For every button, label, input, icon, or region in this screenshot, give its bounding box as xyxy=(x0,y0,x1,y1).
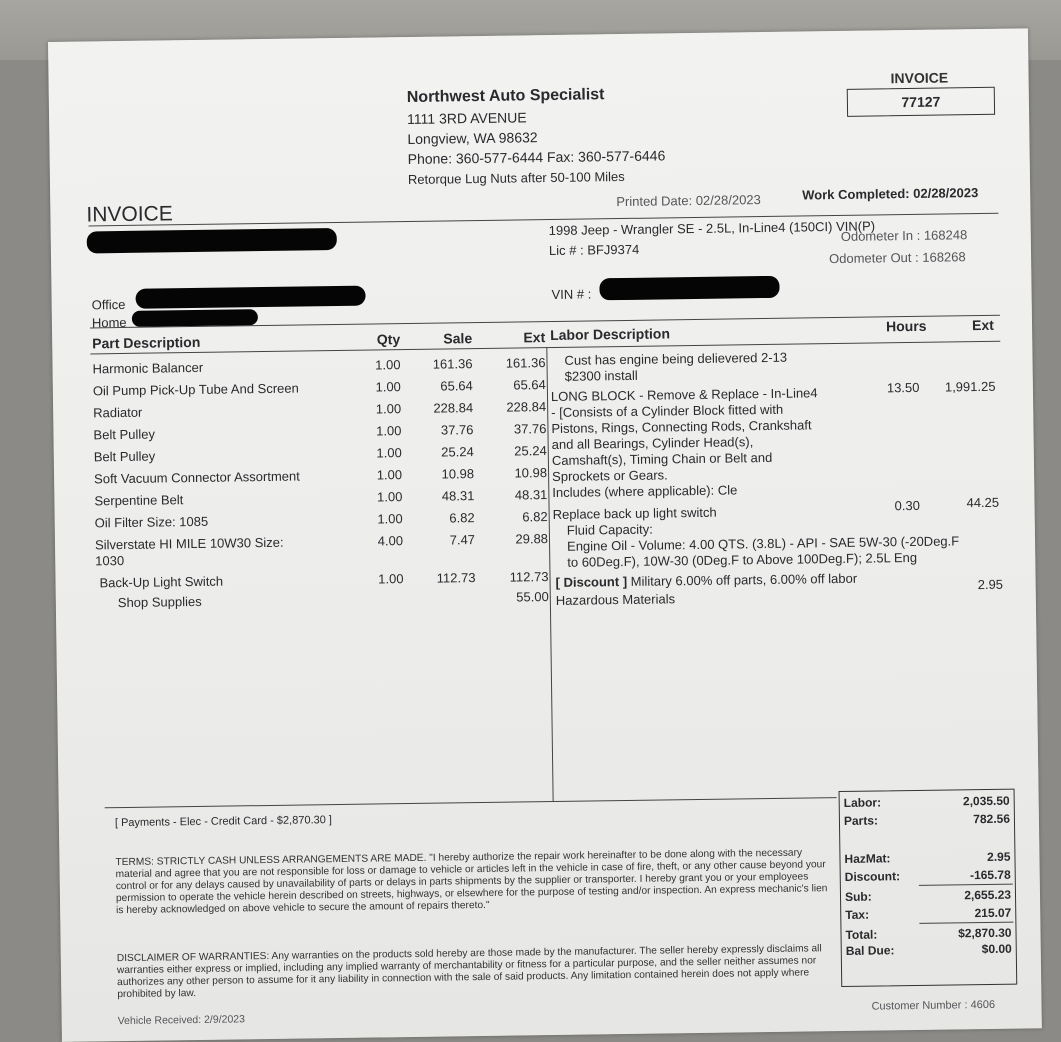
labor-line: to 60Deg.F), 10W-30 (0Deg.F to Above 100Deg.F); 2.5L Eng xyxy=(567,549,918,570)
invoice-number: 77127 xyxy=(901,93,941,111)
part-ext: 6.82 xyxy=(522,509,548,525)
part-desc: Oil Filter Size: 1085 xyxy=(94,513,209,531)
labor-line: LONG BLOCK - Remove & Replace - In-Line4 xyxy=(550,385,818,405)
labor-line: Includes (where applicable): Cle xyxy=(552,482,738,501)
labor-line: $2300 install xyxy=(564,367,638,384)
part-qty: 1.00 xyxy=(376,467,403,483)
part-ext: 48.31 xyxy=(514,487,548,503)
part-sale: 25.24 xyxy=(441,444,474,460)
discount-desc: Military 6.00% off parts, 6.00% off labor xyxy=(630,570,858,589)
part-sale: 228.84 xyxy=(433,400,474,416)
labor-line: Camshaft(s), Timing Chain or Belt and xyxy=(551,449,773,469)
part-qty: 1.00 xyxy=(375,379,401,395)
part-qty: 1.00 xyxy=(375,357,401,373)
disclaimer-text: DISCLAIMER OF WARRANTIES: Any warranties on the products sold hereby are those made by the manufacturer. The seller hereby expressly disclaims all warranties either express or implied, including any implied warranty of merchantability or fitness for a particular purpose, and the seller neither assumes nor authorizes any other person to assume for it any liability in connection with the sale of said products. Any limitation contained herein does not apply where prohibited by law. xyxy=(116,943,822,1001)
redacted-customer-name xyxy=(87,228,337,253)
parts-header-ext: Ext xyxy=(523,329,546,346)
part-sale: 37.76 xyxy=(440,422,474,438)
part-ext: 112.73 xyxy=(509,569,549,585)
payments-line: [ Payments - Elec - Credit Card - $2,870.30 ] xyxy=(114,814,333,830)
invoice-title: INVOICE xyxy=(86,202,173,227)
part-desc-cont: 1030 xyxy=(95,552,125,569)
invoice-box-label: INVOICE xyxy=(890,69,949,87)
vehicle-received: Vehicle Received: 2/9/2023 xyxy=(117,1013,246,1028)
part-desc: Soft Vacuum Connector Assortment xyxy=(93,468,300,487)
invoice-number-box xyxy=(847,87,995,117)
shop-name: Northwest Auto Specialist xyxy=(406,86,605,106)
parts-header-sale: Sale xyxy=(443,330,473,347)
part-sale: 65.64 xyxy=(440,378,473,394)
total-label-discount: Discount: xyxy=(844,869,901,884)
labor-header-ext: Ext xyxy=(971,316,994,334)
part-qty: 1.00 xyxy=(376,445,402,461)
part-desc: Back-Up Light Switch xyxy=(99,573,224,591)
subtotal-rule xyxy=(919,884,1013,886)
total-rule xyxy=(919,922,1013,924)
part-ext: 37.76 xyxy=(513,421,547,437)
labor-line: Replace back up light switch xyxy=(552,504,717,522)
labor-line: Cust has engine being delievered 2-13 xyxy=(564,349,788,368)
table-header-rule xyxy=(90,341,1000,355)
part-ext: 29.88 xyxy=(515,531,549,547)
part-desc: Harmonic Balancer xyxy=(92,359,204,377)
work-completed: Work Completed: 02/28/2023 xyxy=(802,185,979,203)
total-value-parts: 782.56 xyxy=(973,811,1011,827)
shop-address: 1111 3RD AVENUE xyxy=(406,109,527,127)
parts-header-qty: Qty xyxy=(376,331,401,348)
shop-city: Longview, WA 98632 xyxy=(407,129,538,147)
redacted-office-phone xyxy=(135,286,365,309)
total-value-total: $2,870.30 xyxy=(958,925,1012,941)
part-sale: 10.98 xyxy=(441,466,475,482)
part-ext: 228.84 xyxy=(506,399,547,415)
part-qty: 1.00 xyxy=(376,489,403,505)
labor-line: and all Bearings, Cylinder Head(s), xyxy=(551,434,754,453)
part-sale: 48.31 xyxy=(441,488,475,504)
part-qty: 1.00 xyxy=(377,511,403,527)
part-desc: Oil Pump Pick-Up Tube And Screen xyxy=(92,380,299,399)
redacted-vin xyxy=(599,276,779,301)
total-value-labor: 2,035.50 xyxy=(962,793,1010,809)
total-label-bal-due: Bal Due: xyxy=(845,943,895,958)
total-value-hazmat: 2.95 xyxy=(987,849,1011,864)
invoice-paper xyxy=(48,28,1042,1042)
labor-line: - [Consists of a Cylinder Block fitted with xyxy=(551,401,784,421)
total-label-tax: Tax: xyxy=(845,907,870,922)
part-ext: 161.36 xyxy=(505,355,546,371)
bottom-rule xyxy=(105,797,837,808)
total-label-labor: Labor: xyxy=(843,795,882,810)
part-qty: 1.00 xyxy=(376,423,402,439)
part-desc: Belt Pulley xyxy=(93,448,156,465)
long-block-hours: 13.50 xyxy=(886,379,920,396)
printed-date: Printed Date: 02/28/2023 xyxy=(616,192,761,210)
part-ext: 10.98 xyxy=(514,465,548,481)
part-desc: Belt Pulley xyxy=(93,426,156,443)
part-qty: 4.00 xyxy=(377,533,404,549)
labor-line: Engine Oil - Volume: 4.00 QTS. (3.8L) - API - SAE 5W-30 (-20Deg.F xyxy=(566,533,960,554)
terms-text: TERMS: STRICTLY CASH UNLESS ARRANGEMENTS ARE MADE. "I hereby authorize the repair work hereinafter to be done along with the necessary material and agree that you are not responsible for loss or damage to vehicle or articles left in the vehicle in case of fire, theft, or any other cause beyond your control or for any delays caused by unavailability of parts or delays in parts shipments by the supplier or transporter. I hereby grant you or your employees permission to operate the vehicle herein described on streets, highways, or elsewhere for the purpose of testing and/or inspection. An express mechanic's lien is hereby acknowledged on above vehicle to secure the amount of repairs thereto." xyxy=(115,847,828,917)
total-label-hazmat: HazMat: xyxy=(844,851,891,866)
shop-note: Retorque Lug Nuts after 50-100 Miles xyxy=(407,168,625,187)
parts-header-desc: Part Description xyxy=(92,333,201,352)
part-sale: 161.36 xyxy=(432,356,473,372)
odometer-out: Odometer Out : 168268 xyxy=(828,249,966,267)
labor-line: Fluid Capacity: xyxy=(566,521,653,538)
hazmat-ext: 2.95 xyxy=(977,576,1004,593)
labor-line: Hazardous Materials xyxy=(555,591,676,608)
backup-hours: 0.30 xyxy=(894,497,920,514)
total-value-discount: -165.78 xyxy=(969,867,1011,883)
long-block-ext: 1,991.25 xyxy=(944,378,996,395)
part-sale: 7.47 xyxy=(449,532,476,548)
part-ext: 65.64 xyxy=(513,377,546,393)
total-value-sub: 2,655.23 xyxy=(964,887,1012,903)
shop-phone: Phone: 360-577-6444 Fax: 360-577-6446 xyxy=(407,147,666,167)
part-qty: 1.00 xyxy=(378,571,404,587)
vehicle-desc: 1998 Jeep - Wrangler SE - 2.5L, In-Line4 (150CI) VIN(P) xyxy=(548,218,876,239)
home-label: Home xyxy=(91,314,127,331)
odometer-in: Odometer In : 168248 xyxy=(840,227,968,244)
customer-number: Customer Number : 4606 xyxy=(871,998,996,1013)
labor-discount xyxy=(555,571,857,590)
part-sale: 112.73 xyxy=(436,570,476,586)
total-label-total: Total: xyxy=(845,927,878,942)
part-qty: 1.00 xyxy=(375,401,402,417)
part-ext: 25.24 xyxy=(514,443,547,459)
shop-supplies-label: Shop Supplies xyxy=(117,593,202,611)
labor-line: Sprockets or Gears. xyxy=(552,467,668,485)
discount-tag: [ Discount ] xyxy=(555,573,628,590)
total-value-tax: 215.07 xyxy=(974,905,1012,921)
total-label-sub: Sub: xyxy=(844,889,872,904)
vin-label: VIN # : xyxy=(551,286,592,302)
part-desc: Silverstate HI MILE 10W30 Size: xyxy=(94,534,284,553)
labor-header-desc: Labor Description xyxy=(550,325,671,344)
part-desc: Radiator xyxy=(93,404,143,421)
labor-header-hours: Hours xyxy=(885,317,927,335)
redacted-home-phone xyxy=(132,309,258,327)
total-label-parts: Parts: xyxy=(843,813,879,828)
part-sale: 6.82 xyxy=(449,510,475,526)
backup-ext: 44.25 xyxy=(966,494,1000,511)
office-label: Office xyxy=(91,296,126,313)
total-value-bal-due: $0.00 xyxy=(981,941,1012,957)
totals-box xyxy=(839,789,1018,987)
labor-line: Pistons, Rings, Connecting Rods, Crankshaft xyxy=(551,417,812,437)
shop-supplies-ext: 55.00 xyxy=(516,589,549,605)
part-desc: Serpentine Belt xyxy=(94,492,184,509)
vehicle-license: Lic # : BFJ9374 xyxy=(548,241,640,259)
